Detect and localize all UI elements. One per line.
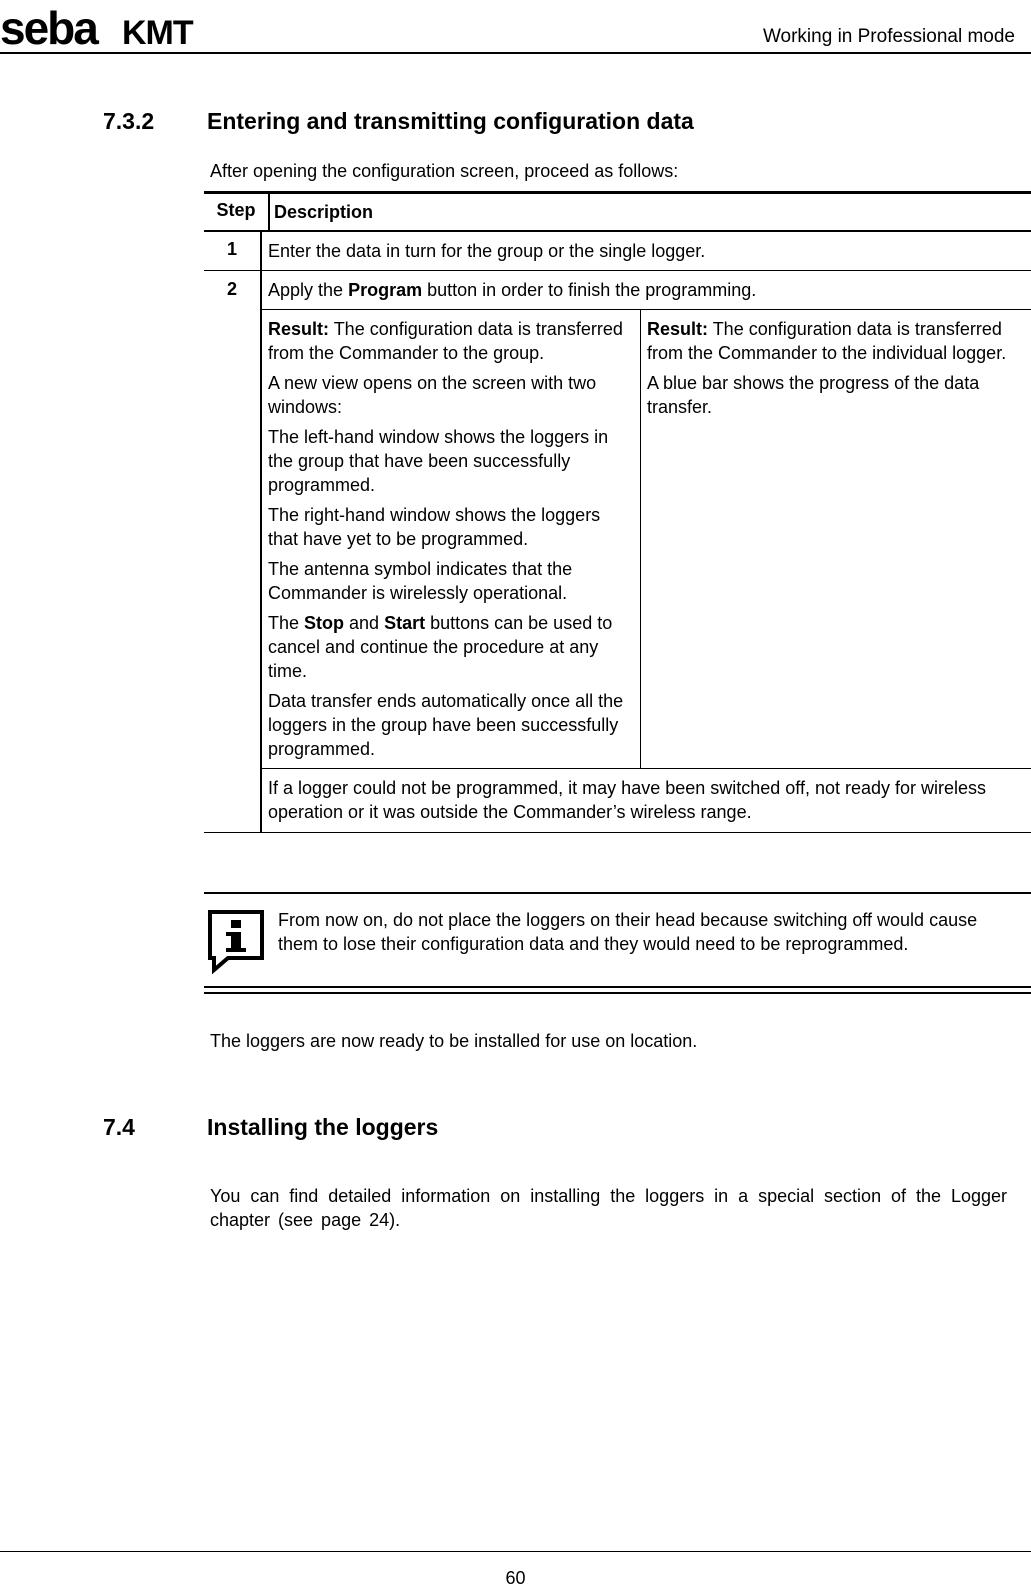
svg-text:seba: seba bbox=[0, 4, 97, 50]
stop-button-label: Stop bbox=[304, 613, 345, 633]
section-title: Installing the loggers bbox=[207, 1114, 439, 1140]
result-group bbox=[262, 310, 641, 768]
result-columns bbox=[262, 310, 1031, 769]
text-run: The configuration data is transferred from the Commander to the individual logger. bbox=[647, 319, 1007, 363]
text-run: The configuration data is transferred from the Commander to the group. bbox=[268, 319, 623, 363]
text-run: buttons can be used to cancel and continue the procedure at any time. bbox=[268, 613, 613, 681]
section-heading-74 bbox=[103, 1114, 1003, 1144]
step-note: If a logger could not be programmed, it may have been switched off, not ready for wireless operation or it was outside the Commander’s wireless range. bbox=[268, 778, 987, 822]
section-heading-732 bbox=[103, 108, 1003, 138]
paragraph: The left-hand window shows the loggers in the group that have been successfully programmed. bbox=[268, 427, 609, 495]
result-paragraph bbox=[268, 317, 634, 365]
footer-divider bbox=[0, 1551, 1031, 1552]
info-text: From now on, do not place the loggers on their head because switching off would cause them to lose their configuration data and they would need to be reprogrammed. bbox=[278, 910, 978, 954]
section-title: Entering and transmitting configuration data bbox=[207, 108, 694, 134]
step-body bbox=[262, 271, 1031, 832]
section-number: 7.3.2 bbox=[103, 108, 155, 134]
page-number: 60 bbox=[505, 1568, 526, 1588]
step-number: 2 bbox=[204, 271, 262, 832]
intro-paragraph: After opening the configuration screen, proceed as follows: bbox=[210, 161, 679, 181]
result-paragraph bbox=[647, 317, 1025, 365]
section-number: 7.4 bbox=[103, 1114, 135, 1140]
text-run: The bbox=[268, 613, 305, 633]
paragraph: The right-hand window shows the loggers that have yet to be programmed. bbox=[268, 505, 601, 549]
paragraph bbox=[268, 611, 634, 683]
table-header-row bbox=[204, 194, 1031, 232]
result-single bbox=[641, 310, 1031, 768]
paragraph: A blue bar shows the progress of the data transfer. bbox=[647, 373, 980, 417]
info-bottom-rule bbox=[204, 986, 1031, 988]
start-button-label: Start bbox=[384, 613, 426, 633]
info-content bbox=[204, 894, 1031, 980]
header-title: Working in Professional mode bbox=[762, 26, 1015, 47]
text-run: and bbox=[344, 613, 385, 633]
text-run: Apply the bbox=[268, 280, 349, 300]
svg-text:KMT: KMT bbox=[122, 14, 193, 50]
header-divider bbox=[0, 52, 1031, 54]
ready-paragraph: The loggers are now ready to be installed for use on location. bbox=[210, 1031, 698, 1051]
step-description: Enter the data in turn for the group or the single logger. bbox=[268, 241, 706, 261]
sebakmt-logo bbox=[0, 4, 230, 50]
info-bottom-rule bbox=[204, 992, 1031, 994]
text-run: button in order to finish the programming. bbox=[422, 280, 757, 300]
result-label: Result: bbox=[268, 319, 330, 339]
paragraph: A new view opens on the screen with two windows: bbox=[268, 373, 597, 417]
header-step: Step bbox=[204, 194, 270, 230]
paragraph: The antenna symbol indicates that the Commander is wirelessly operational. bbox=[268, 559, 573, 603]
program-button-label: Program bbox=[348, 280, 423, 300]
step-number: 1 bbox=[204, 232, 262, 270]
result-label: Result: bbox=[647, 319, 709, 339]
paragraph: Data transfer ends automatically once all the loggers in the group have been successfully programmed. bbox=[268, 691, 624, 759]
table-row bbox=[204, 232, 1031, 271]
table-row bbox=[204, 271, 1031, 833]
info-box bbox=[204, 892, 1031, 994]
header-description: Description bbox=[274, 202, 374, 222]
step-description bbox=[262, 271, 1031, 310]
steps-table bbox=[204, 191, 1031, 833]
info-icon bbox=[206, 908, 266, 974]
installing-paragraph: You can find detailed information on installing the loggers in a special section of the Logger chapter (see page 24). bbox=[210, 1186, 1007, 1230]
